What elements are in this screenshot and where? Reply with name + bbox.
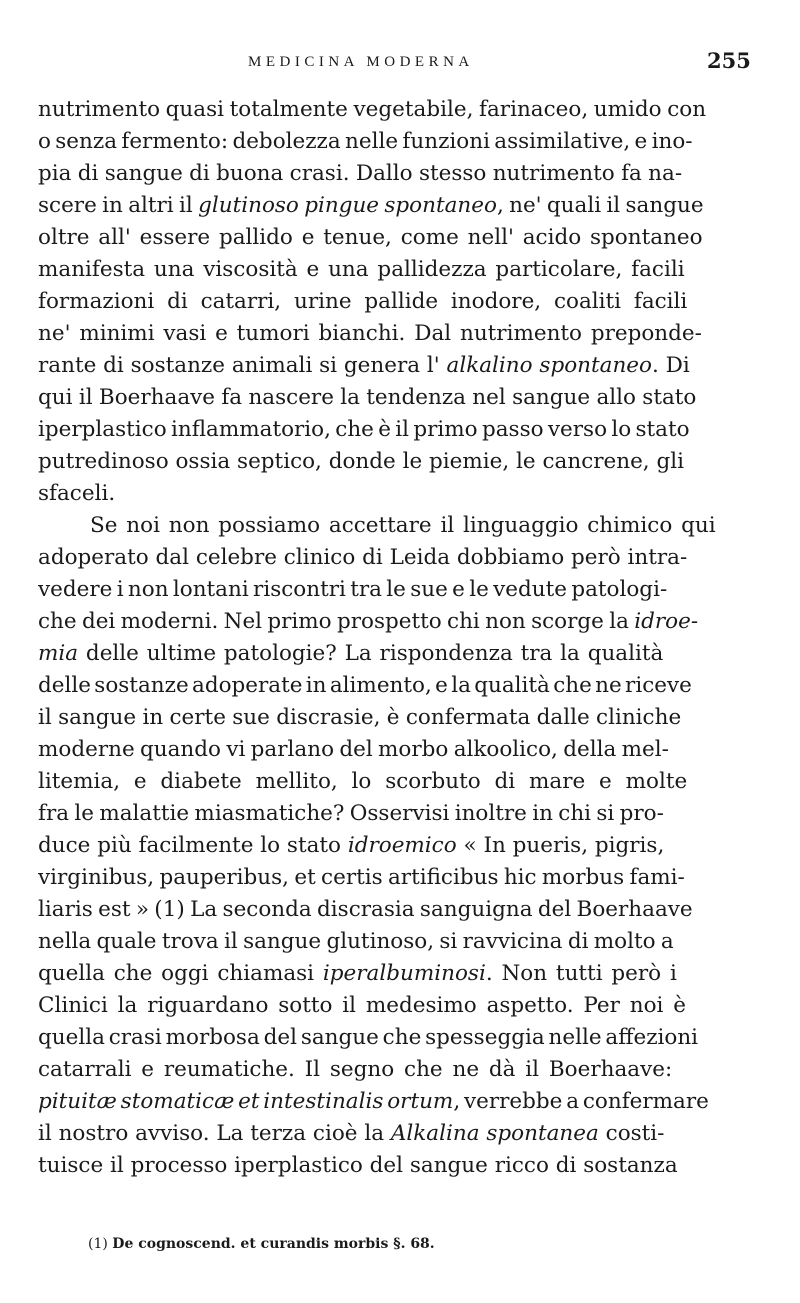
text-line: formazioni di catarri, urine pallide inodore, coaliti facili [38, 289, 688, 314]
text-line: oltre all' essere pallido e tenue, come nell' acido spontaneo [38, 225, 703, 250]
text-line: putredinoso ossia septico, donde le piemie, le cancrene, gli [38, 449, 684, 474]
text-line: che dei moderni. Nel primo prospetto chi non scorge la idroe- [38, 609, 699, 634]
text-line: tuisce il processo iperplastico del sangue ricco di sostanza [38, 1153, 678, 1178]
text-line: liaris est » (1) La seconda discrasia sanguigna del Boerhaave [38, 897, 693, 922]
text-line: il nostro avviso. La terza cioè la Alkalina spontanea costi- [38, 1121, 665, 1146]
text-line: sfaceli. [38, 481, 116, 506]
text-line: catarrali e reumatiche. Il segno che ne dà il Boerhaave: [38, 1057, 673, 1082]
footnote-text: De cognoscend. et curandis morbis §. 68. [112, 1236, 435, 1252]
text-line: nella quale trova il sangue glutinoso, si ravvicina di molto a [38, 929, 674, 954]
footnote [88, 1236, 435, 1252]
body-text [38, 94, 760, 1182]
running-title: MEDICINA MODERNA [248, 54, 474, 70]
text-line: manifesta una viscosità e una pallidezza particolare, facili [38, 257, 685, 282]
text-line: Se noi non possiamo accettare il linguaggio chimico qui [90, 513, 716, 538]
text-line: virginibus, pauperibus, et certis artificibus hic morbus fami- [38, 865, 685, 890]
text-line: il sangue in certe sue discrasie, è confermata dalle cliniche [38, 705, 682, 730]
text-line: Clinici la riguardano sotto il medesimo aspetto. Per noi è [38, 993, 686, 1018]
text-line: fra le malattie miasmatiche? Osservisi inoltre in chi si pro- [38, 801, 664, 826]
text-line: pituitæ stomaticæ et intestinalis ortum, verrebbe a confermare [38, 1089, 709, 1114]
text-line: adoperato dal celebre clinico di Leida dobbiamo però intra- [38, 545, 688, 570]
footnote-marker: (1) [88, 1236, 108, 1252]
text-line: iperplastico inflammatorio, che è il primo passo verso lo stato [38, 417, 690, 442]
text-line: pia di sangue di buona crasi. Dallo stesso nutrimento fa na- [38, 161, 683, 186]
page-number: 255 [707, 48, 751, 73]
text-line: rante di sostanze animali si genera l' alkalino spontaneo. Di [38, 353, 690, 378]
text-line: nutrimento quasi totalmente vegetabile, farinaceo, umido con [38, 97, 707, 122]
text-line: scere in altri il glutinoso pingue spontaneo, ne' quali il sangue [38, 193, 704, 218]
text-line: ne' minimi vasi e tumori bianchi. Dal nutrimento preponde- [38, 321, 702, 346]
text-line: o senza fermento: debolezza nelle funzioni assimilative, e ino- [38, 129, 693, 154]
text-line: quella che oggi chiamasi iperalbuminosi. Non tutti però i [38, 961, 677, 986]
text-line: quella crasi morbosa del sangue che spesseggia nelle affezioni [38, 1025, 699, 1050]
text-line: vedere i non lontani riscontri tra le sue e le vedute patologi- [38, 577, 668, 602]
text-line: delle sostanze adoperate in alimento, e la qualità che ne riceve [38, 673, 692, 698]
text-line: moderne quando vi parlano del morbo alkoolico, della mel- [38, 737, 669, 762]
text-line: litemia, e diabete mellito, lo scorbuto di mare e molte [38, 769, 688, 794]
text-line: duce più facilmente lo stato idroemico « In pueris, pigris, [38, 833, 665, 858]
page-header [0, 48, 800, 88]
text-line: qui il Boerhaave fa nascere la tendenza nel sangue allo stato [38, 385, 697, 410]
text-line: mia delle ultime patologie? La rispondenza tra la qualità [38, 641, 664, 666]
